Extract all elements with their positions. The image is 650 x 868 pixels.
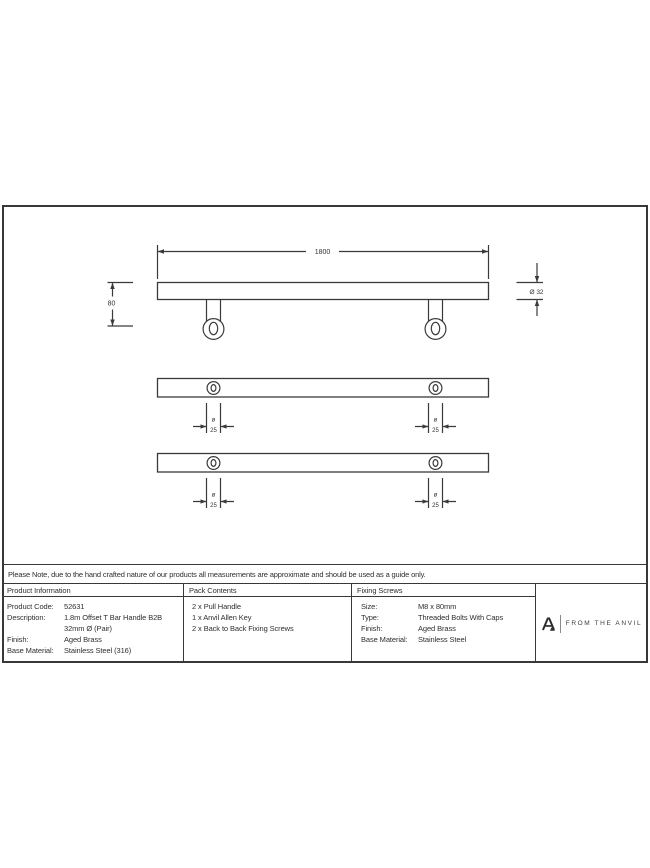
list-item: 2 x Back to Back Fixing Screws	[192, 624, 294, 633]
row-value: Threaded Bolts With Caps	[418, 613, 504, 622]
fixing-screws-body	[352, 597, 535, 645]
table-row	[361, 612, 535, 623]
table-row	[7, 623, 183, 634]
fixing-screws-column	[352, 584, 536, 663]
row-value: Stainless Steel	[418, 635, 467, 644]
dimension-height	[108, 283, 134, 327]
product-information-header: Product Information	[2, 584, 183, 597]
hole-diameter: 25	[210, 502, 217, 509]
measurement-note	[2, 564, 648, 584]
plan-view-2	[158, 454, 489, 509]
dimension-bar-diameter-label: Ø 32	[529, 289, 544, 296]
list-item: 1 x Anvil Allen Key	[192, 613, 252, 622]
row-label: Description:	[7, 613, 46, 622]
hole-diameter: 25	[432, 502, 439, 509]
table-row	[7, 601, 183, 612]
dimension-length-label: 1800	[314, 249, 331, 256]
plan2-right-hole	[433, 460, 438, 467]
table-row	[7, 612, 183, 623]
brand-name: FROM THE ANVIL	[565, 620, 643, 627]
pack-contents-column	[184, 584, 352, 663]
hole-diameter: 25	[432, 427, 439, 434]
row-label: Base Material:	[361, 635, 408, 644]
row-label: Finish:	[361, 624, 383, 633]
plan1-right-hole	[433, 385, 438, 392]
hole-symbol: ø	[211, 417, 216, 424]
anvil-logo-icon	[542, 617, 555, 631]
row-value: Aged Brass	[64, 635, 102, 644]
hole-diameter: 25	[210, 427, 217, 434]
spec-table	[2, 584, 648, 663]
dimension-length	[158, 245, 489, 279]
table-row	[7, 634, 183, 645]
dimension-hole-2-right	[415, 478, 456, 509]
pack-contents-header: Pack Contents	[184, 584, 351, 597]
row-value: M8 x 80mm	[418, 602, 457, 611]
table-row	[361, 634, 535, 645]
row-value: 52631	[64, 602, 85, 611]
dimension-hole-1-left	[193, 403, 234, 434]
table-row	[7, 645, 183, 656]
handle-bar-side	[158, 283, 489, 300]
row-value: Stainless Steel (316)	[64, 646, 132, 655]
dimension-height-label: 80	[107, 300, 116, 308]
product-information-column	[2, 584, 184, 663]
measurement-note-text: Please Note, due to the hand crafted nature of our products all measurements are approximate and should be used as a guide only.	[8, 569, 426, 579]
left-lug-hole	[209, 322, 217, 334]
dimension-hole-2-left	[193, 478, 234, 509]
row-label: Size:	[361, 602, 378, 611]
plan2-left-hole	[211, 460, 216, 467]
row-label: Base Material:	[7, 646, 54, 655]
product-information-body	[2, 597, 183, 656]
right-fixing-lug	[425, 300, 446, 340]
list-item: 2 x Pull Handle	[192, 602, 241, 611]
brand-divider	[560, 615, 561, 633]
brand-logo	[542, 615, 642, 633]
row-value: Aged Brass	[418, 624, 456, 633]
brand-column	[536, 584, 648, 663]
dimension-hole-1-right	[415, 403, 456, 434]
row-label	[7, 623, 64, 634]
side-view	[108, 245, 544, 339]
hole-symbol: ø	[433, 492, 438, 499]
hole-symbol: ø	[211, 492, 216, 499]
row-label: Finish:	[7, 635, 29, 644]
table-row	[361, 601, 535, 612]
hole-symbol: ø	[433, 417, 438, 424]
pack-contents-body	[184, 597, 351, 634]
plan-view-1	[158, 379, 489, 434]
dimension-bar-diameter	[517, 263, 544, 316]
row-value: 1.8m Offset T Bar Handle B2B	[64, 613, 163, 622]
right-lug-hole	[431, 322, 439, 334]
row-value: 32mm Ø (Pair)	[64, 624, 112, 633]
fixing-screws-header: Fixing Screws	[352, 584, 535, 597]
table-row	[361, 623, 535, 634]
row-label: Product Code:	[7, 602, 54, 611]
left-fixing-lug	[203, 300, 224, 340]
plan1-left-hole	[211, 385, 216, 392]
row-label: Type:	[361, 613, 379, 622]
